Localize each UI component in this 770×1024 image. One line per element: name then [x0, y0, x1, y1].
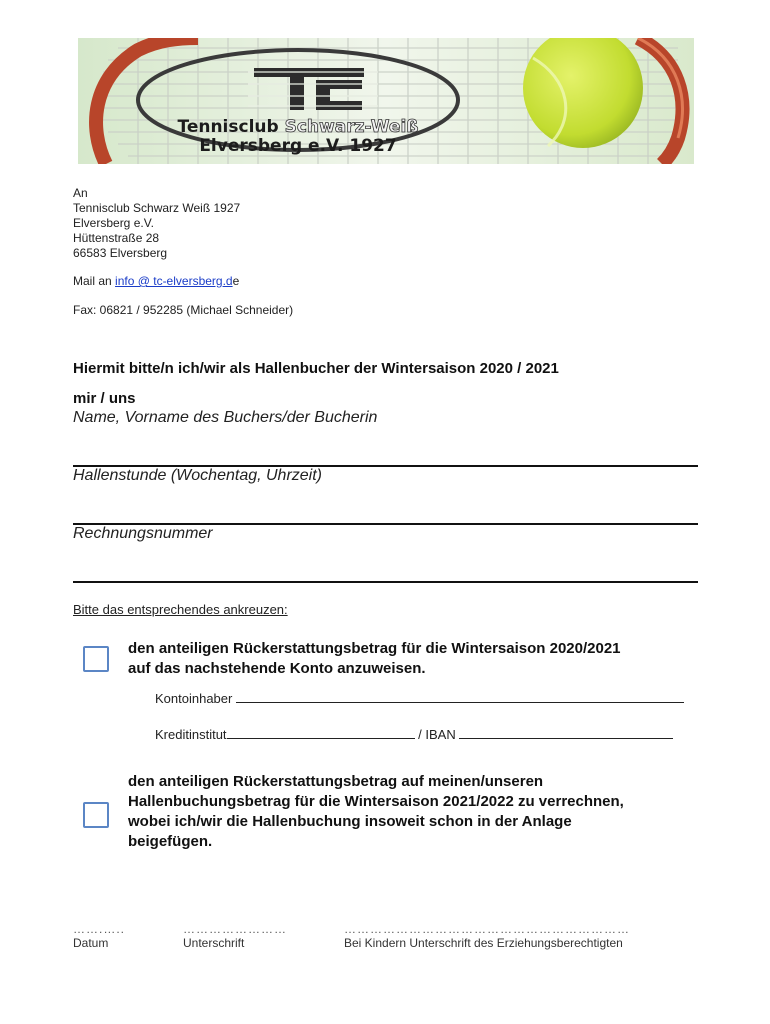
iban-label: / IBAN — [418, 727, 456, 742]
address-line: Elversberg e.V. — [73, 216, 154, 230]
form-subheading: mir / uns — [73, 390, 136, 407]
rechnungsnummer-field-label: Rechnungsnummer — [73, 525, 213, 542]
refund-offset-checkbox[interactable] — [83, 802, 109, 828]
guardian-signature-field[interactable] — [344, 923, 630, 951]
club-name-line2: Elversberg e.V. 1927 — [199, 136, 397, 156]
kreditinstitut-input-line[interactable] — [227, 726, 415, 739]
kontoinhaber-label: Kontoinhaber — [155, 691, 233, 706]
option2-text — [128, 772, 624, 852]
address-line: An — [73, 186, 88, 200]
option2-line: Hallenbuchungsbetrag für die Wintersaison 2021/2022 zu verrechnen, — [128, 793, 624, 810]
date-signature-field[interactable] — [73, 923, 125, 951]
hallenstunde-field-label: Hallenstunde (Wochentag, Uhrzeit) — [73, 467, 323, 484]
kontoinhaber-input-line[interactable] — [236, 690, 684, 703]
mail-line — [73, 274, 239, 289]
option1-line: auf das nachstehende Konto anzuweisen. — [128, 660, 426, 677]
option1-line: den anteiligen Rückerstattungsbetrag für die Wintersaison 2020/2021 — [128, 640, 621, 657]
option1-text — [128, 639, 621, 679]
club-banner — [78, 38, 694, 164]
kontoinhaber-field[interactable] — [155, 690, 684, 706]
rechnungsnummer-field-line[interactable] — [73, 581, 698, 583]
guardian-dots: ………………………………………………………… — [344, 922, 630, 936]
club-name — [78, 118, 518, 156]
form-heading: Hiermit bitte/n ich/wir als Hallenbucher der Wintersaison 2020 / 2021 — [73, 360, 559, 377]
guardian-label: Bei Kindern Unterschrift des Erziehungsberechtigten — [344, 936, 623, 950]
club-name-bold: Tennisclub — [177, 117, 279, 137]
instruction-text: Bitte das entsprechendes ankreuzen: — [73, 602, 288, 617]
name-field-label: Name, Vorname des Buchers/der Bucherin — [73, 409, 378, 426]
mail-suffix: e — [232, 274, 240, 288]
address-line: Hüttenstraße 28 — [73, 231, 160, 245]
signature-label: Unterschrift — [183, 936, 245, 950]
recipient-address — [73, 186, 240, 261]
refund-transfer-checkbox[interactable] — [83, 646, 109, 672]
option2-line: wobei ich/wir die Hallenbuchung insoweit schon in der Anlage — [128, 813, 572, 830]
fax-line: Fax: 06821 / 952285 (Michael Schneider) — [73, 303, 294, 317]
signature-dots: …………………… — [183, 922, 287, 936]
option2-line: den anteiligen Rückerstattungsbetrag auf meinen/unseren — [128, 773, 544, 790]
mail-link[interactable]: info @ tc-elversberg.d — [115, 274, 233, 288]
bank-field[interactable] — [155, 726, 673, 742]
mail-prefix: Mail an — [73, 274, 112, 288]
date-dots: …….….. — [73, 922, 126, 936]
club-name-outline: Schwarz-Weiß — [284, 117, 419, 137]
address-line: 66583 Elversberg — [73, 246, 168, 260]
address-line: Tennisclub Schwarz Weiß 1927 — [73, 201, 241, 215]
option2-line: beigefügen. — [128, 833, 213, 850]
kreditinstitut-label: Kreditinstitut — [155, 727, 227, 742]
signature-field[interactable] — [183, 923, 287, 951]
date-label: Datum — [73, 936, 109, 950]
iban-input-line[interactable] — [459, 726, 673, 739]
